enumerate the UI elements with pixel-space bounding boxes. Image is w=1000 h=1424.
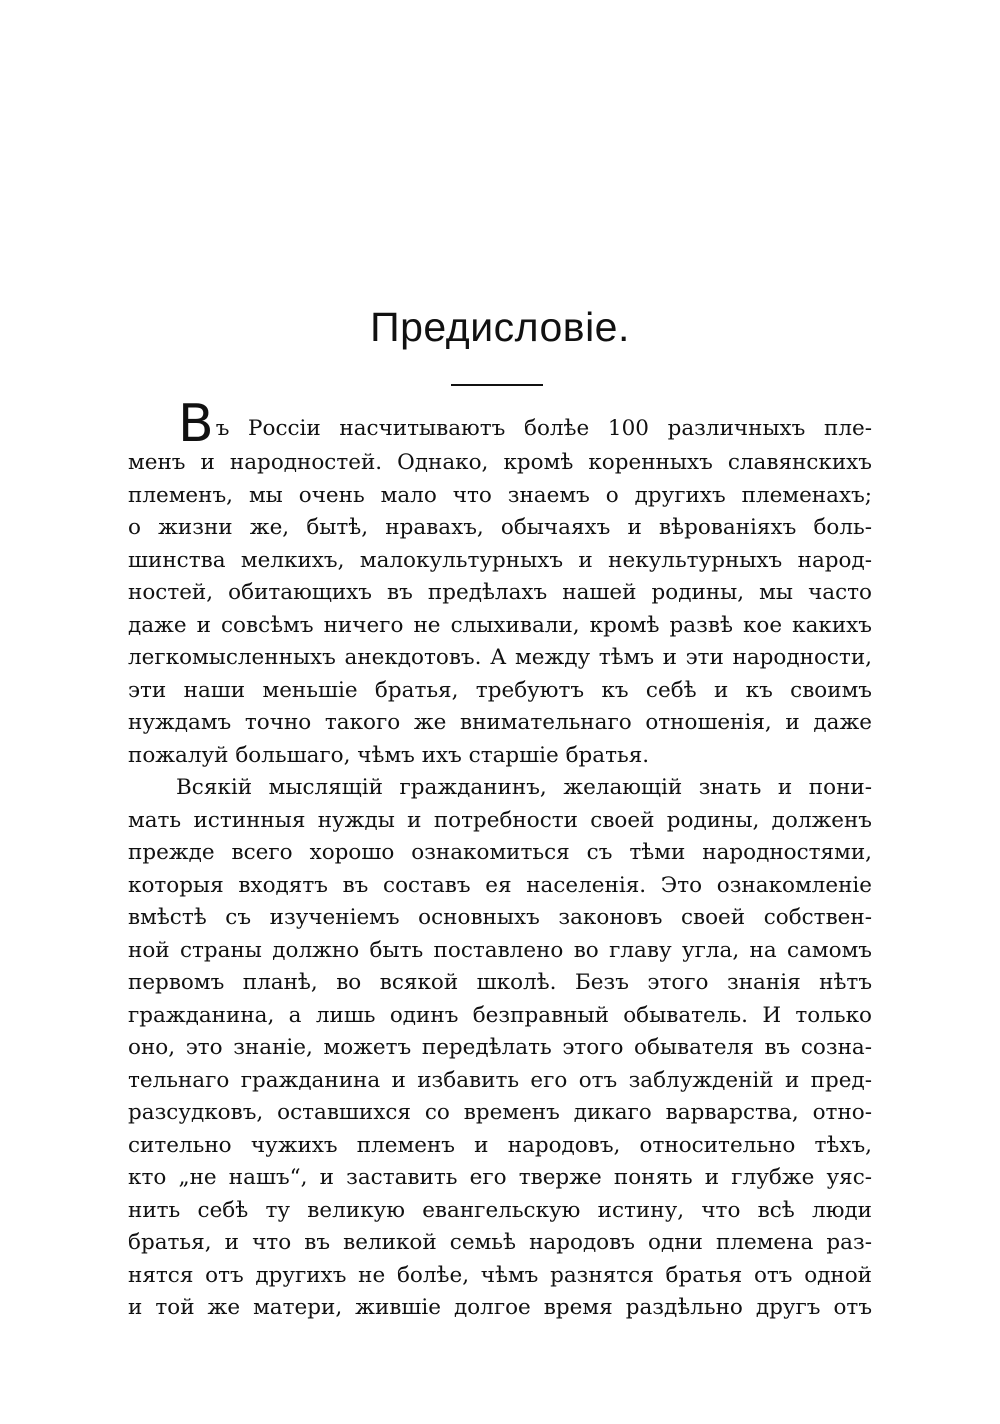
paragraph-2-line: гражданина, а лишь одинъ безправный обыватель. И только bbox=[128, 1002, 872, 1028]
paragraph-1-line: эти наши меньшіе братья, требуютъ къ себѣ и къ своимъ bbox=[128, 677, 872, 703]
preface-text bbox=[128, 394, 872, 1325]
paragraph-1-line-1-text: ъ Россіи насчитываютъ болѣе 100 различныхъ пле- bbox=[215, 416, 872, 441]
paragraph-1-line-1 bbox=[128, 394, 872, 454]
paragraph-1-line: о жизни же, бытѣ, нравахъ, обычаяхъ и вѣрованіяхъ боль- bbox=[128, 515, 872, 540]
paragraph-2-line: которыя входятъ въ составъ ея населенія. Это ознакомленіе bbox=[128, 872, 872, 898]
paragraph-2-line: тельнаго гражданина и избавить его отъ заблужденій и пред- bbox=[128, 1067, 872, 1093]
paragraph-2-line: братья, и что въ великой семьѣ народовъ одни племена раз- bbox=[128, 1230, 872, 1255]
paragraph-2-line: мать истинныя нужды и потребности своей родины, долженъ bbox=[128, 807, 872, 833]
paragraph-1-line: шинства мелкихъ, малокультурныхъ и некультурныхъ народ- bbox=[128, 547, 872, 573]
paragraph-1-line: менъ и народностей. Однако, кромѣ коренныхъ славянскихъ bbox=[128, 450, 872, 475]
paragraph-1-last-line: пожалуй большаго, чѣмъ ихъ старшіе братья. bbox=[128, 742, 650, 768]
paragraph-1-line: ностей, обитающихъ въ предѣлахъ нашей родины, мы часто bbox=[128, 580, 872, 605]
paragraph-2-line: вмѣстѣ съ изученіемъ основныхъ законовъ своей собствен- bbox=[128, 905, 872, 930]
paragraph-2-line-1: Всякій мыслящій гражданинъ, желающій знать и пони- bbox=[176, 775, 872, 800]
paragraph-2-line: ной страны должно быть поставлено во главу угла, на самомъ bbox=[128, 937, 872, 963]
paragraph-1-line: даже и совсѣмъ ничего не слыхивали, кромѣ развѣ кое какихъ bbox=[128, 612, 872, 638]
paragraph-2-line: нить себѣ ту великую евангельскую истину, что всѣ люди bbox=[128, 1197, 872, 1223]
paragraph-2-line: первомъ планѣ, во всякой школѣ. Безъ этого знанія нѣтъ bbox=[128, 970, 872, 995]
paragraph-2-line: оно, это знаніе, можетъ передѣлать этого обывателя въ созна- bbox=[128, 1035, 872, 1060]
paragraph-2-line: нятся отъ другихъ не болѣе, чѣмъ разнятся братья отъ одной bbox=[128, 1262, 872, 1288]
paragraph-1-line: нуждамъ точно такого же внимательнаго отношенія, и даже bbox=[128, 710, 872, 735]
paragraph-1-line: племенъ, мы очень мало что знаемъ о другихъ племенахъ; bbox=[128, 482, 872, 508]
paragraph-2-line: сительно чужихъ племенъ и народовъ, относительно тѣхъ, bbox=[128, 1132, 872, 1158]
paragraph-2-line: разсудковъ, оставшихся со временъ дикаго варварства, отно- bbox=[128, 1100, 872, 1125]
heading-divider bbox=[451, 384, 543, 386]
paragraph-2-line: кто „не нашъ“, и заставить его тверже понять и глубже уяс- bbox=[128, 1165, 872, 1190]
paragraph-1-line: легкомысленныхъ анекдотовъ. А между тѣмъ и эти народности, bbox=[128, 645, 872, 670]
paragraph-2-line: прежде всего хорошо ознакомиться съ тѣми народностями, bbox=[128, 840, 872, 865]
chapter-heading: Предисловіе. bbox=[370, 304, 630, 350]
drop-cap: В bbox=[178, 394, 214, 454]
paragraph-2-line: и той же матери, жившіе долгое время раздѣльно другъ отъ bbox=[128, 1295, 872, 1320]
